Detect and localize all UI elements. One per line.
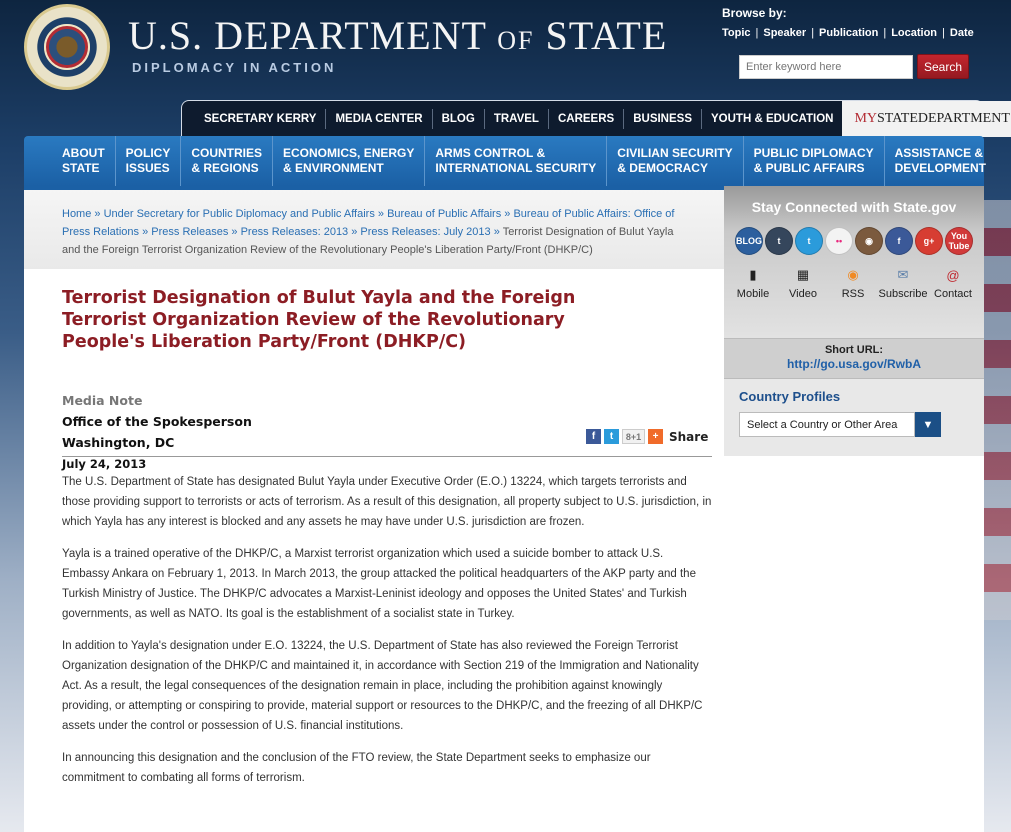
- rss-link[interactable]: ◉ RSS: [841, 267, 865, 300]
- mainnav-civilian-security[interactable]: CIVILIAN SECURITY & DEMOCRACY: [607, 136, 743, 186]
- browse-speaker-link[interactable]: Speaker: [763, 27, 807, 39]
- breadcrumb-link-press-relations[interactable]: Bureau of Public Affairs: Office of Press Relations: [62, 208, 675, 238]
- article-office: Office of the Spokesperson: [62, 414, 252, 429]
- mobile-link[interactable]: ▮ Mobile: [736, 267, 770, 300]
- mainnav-countries-regions[interactable]: COUNTRIES & REGIONS: [181, 136, 273, 186]
- browse-date-link[interactable]: Date: [949, 27, 974, 39]
- subscribe-link[interactable]: ✉ Subscribe: [878, 267, 928, 300]
- breadcrumb-link-press-releases-july-2013[interactable]: Press Releases: July 2013: [360, 226, 491, 238]
- article-location: Washington, DC: [62, 435, 175, 450]
- at-sign-icon: @: [946, 267, 960, 283]
- twitter-icon[interactable]: t: [795, 227, 823, 255]
- youtube-icon[interactable]: You Tube: [945, 227, 973, 255]
- mainnav-assistance-development[interactable]: ASSISTANCE & DEVELOPMENT: [894, 146, 986, 175]
- browse-publication-link[interactable]: Publication: [819, 27, 879, 39]
- nav-travel[interactable]: TRAVEL: [485, 109, 549, 129]
- nav-secretary-kerry[interactable]: SECRETARY KERRY: [182, 109, 326, 129]
- facebook-icon[interactable]: f: [885, 227, 913, 255]
- nav-business[interactable]: BUSINESS: [624, 109, 702, 129]
- nav-youth-education[interactable]: YOUTH & EDUCATION: [711, 112, 834, 125]
- mainnav-arms-control[interactable]: ARMS CONTROL & INTERNATIONAL SECURITY: [425, 136, 607, 186]
- contact-link[interactable]: @ Contact: [928, 265, 978, 300]
- nav-media-center[interactable]: MEDIA CENTER: [326, 109, 432, 129]
- breadcrumb-current: Terrorist Designation of Bulut Yayla and the Foreign Terrorist Organization Review of the Revolutionary People's Liberation Party/Front (DHKP/C): [62, 226, 674, 256]
- chevron-down-icon[interactable]: ▼: [915, 412, 941, 437]
- site-tagline: DIPLOMACY IN ACTION: [132, 60, 337, 75]
- short-url-link[interactable]: http://go.usa.gov/RwbA: [787, 357, 921, 371]
- browse-topic-link[interactable]: Topic: [722, 27, 751, 39]
- video-link[interactable]: ▦ Video: [789, 267, 817, 300]
- article-paragraph: Yayla is a trained operative of the DHKP/C, a Marxist terrorist organization which used a suicide bomber to attack U.S. Embassy Ankara on February 1, 2013. In March 2013, the group attacked the political headquarters of the AKP party and the Turkish Ministry of Justice. The DHKP/C advocates a Marxist-Leninist ideology and opposes the United States' and Turkish governments, as well as NATO. Its goal is the establishment of a socialist state in Turkey.: [62, 548, 696, 620]
- site-header: [0, 0, 1011, 100]
- article-date: July 24, 2013: [62, 457, 147, 471]
- country-profiles-title: Country Profiles: [739, 389, 841, 404]
- short-url-box: [724, 338, 984, 379]
- breadcrumb-link-press-releases[interactable]: Press Releases: [151, 226, 229, 238]
- article-paragraph: In announcing this designation and the conclusion of the FTO review, the State Department seeks to emphasize our commitment to combating all forms of terrorism.: [62, 752, 651, 784]
- social-icons: [724, 227, 984, 255]
- twitter-share-icon[interactable]: t: [604, 429, 619, 444]
- add-share-icon[interactable]: +: [648, 429, 663, 444]
- article-body: [62, 472, 712, 800]
- mainnav-about-state[interactable]: ABOUT STATE: [24, 136, 116, 186]
- short-url-label: Short URL:: [824, 344, 884, 356]
- blog-icon[interactable]: BLOG: [735, 227, 763, 255]
- breadcrumb-link-home[interactable]: Home: [62, 208, 92, 220]
- rss-icon: ◉: [847, 267, 859, 282]
- instagram-icon[interactable]: ◉: [855, 227, 883, 255]
- search-button[interactable]: Search: [917, 54, 969, 79]
- breadcrumb-link-press-releases-2013[interactable]: Press Releases: 2013: [240, 226, 349, 238]
- video-icon: ▦: [796, 267, 810, 282]
- browse-links: Topic | Speaker | Publication | Location | Date: [722, 27, 974, 39]
- my-state-department-link[interactable]: MY STATEDEPARTMENT: [842, 101, 1011, 137]
- tumblr-icon[interactable]: t: [765, 227, 793, 255]
- country-select[interactable]: [739, 412, 984, 437]
- nav-blog[interactable]: BLOG: [433, 109, 485, 129]
- envelope-icon: ✉: [897, 267, 909, 282]
- nav-careers[interactable]: CAREERS: [549, 109, 624, 129]
- browse-location-link[interactable]: Location: [891, 27, 938, 39]
- flickr-icon[interactable]: ••: [825, 227, 853, 255]
- utility-links: [724, 255, 984, 300]
- stay-connected-panel: [724, 186, 984, 338]
- breadcrumb-link-under-secretary[interactable]: Under Secretary for Public Diplomacy and Public Affairs: [103, 208, 375, 220]
- site-title[interactable]: U.S. DEPARTMENT OF STATE: [128, 13, 668, 58]
- mainnav-policy-issues[interactable]: POLICY ISSUES: [116, 136, 182, 186]
- google-plus-one-icon[interactable]: 8+1: [622, 429, 645, 444]
- page-title: Terrorist Designation of Bulut Yayla and the Foreign Terrorist Organization Review of the Revolutionary People's Liberation Party/Front (DHKP/C): [62, 288, 576, 352]
- googleplus-icon[interactable]: g+: [915, 227, 943, 255]
- mobile-icon: ▮: [749, 267, 757, 282]
- share-button[interactable]: Share: [669, 429, 709, 444]
- article-type: Media Note: [62, 393, 143, 408]
- browse-label: Browse by:: [722, 6, 787, 20]
- mainnav-economics-energy[interactable]: ECONOMICS, ENERGY & ENVIRONMENT: [273, 136, 425, 186]
- sidebar-blank: [724, 456, 984, 832]
- breadcrumb-link-bureau-public-affairs[interactable]: Bureau of Public Affairs: [387, 208, 502, 220]
- article-paragraph: In addition to Yayla's designation under E.O. 13224, the U.S. Department of State has also reviewed the Foreign Terrorist Organization designation of the DHKP/C and maintained it, in accordance with Section 219 of the Immigration and Nationality Act. As a result, the legal consequences of the designation remain in place, including the prohibition against knowingly providing, or attempting or conspiring to provide, material support or resources to the DHKP/C, and the freezing of all DHKP/C assets under the control or possession of U.S. financial institutions.: [62, 640, 703, 732]
- top-navigation: [181, 100, 1010, 136]
- sidebar: [724, 186, 984, 456]
- divider: [62, 456, 712, 457]
- mainnav-public-diplomacy[interactable]: PUBLIC DIPLOMACY & PUBLIC AFFAIRS: [744, 136, 885, 186]
- main-content: [24, 186, 724, 832]
- department-seal-logo[interactable]: [24, 4, 110, 90]
- main-navigation: [24, 136, 984, 186]
- stay-connected-title: Stay Connected with State.gov: [751, 199, 957, 215]
- country-select-value[interactable]: Select a Country or Other Area: [739, 412, 915, 437]
- breadcrumb: Home » Under Secretary for Public Diplomacy and Public Affairs » Bureau of Public Affairs » Bureau of Public Affairs: Office of Press Relations » Press Releases » Press Releases: 2013 » Press Releases: July 2013 » Terrorist Designation of Bulut Yayla and the Foreign Terrorist Organization Review of the Revolutionary People's Liberation Party/Front (DHKP/C): [24, 190, 724, 269]
- search-input[interactable]: [739, 55, 913, 79]
- facebook-share-icon[interactable]: f: [586, 429, 601, 444]
- share-bar: [586, 429, 708, 444]
- article-paragraph: The U.S. Department of State has designated Bulut Yayla under Executive Order (E.O.) 13224, which targets terrorists and those providing support to terrorists or acts of terrorism. As a result of this designation, all property subject to U.S. jurisdiction, in which Yayla has any interest is blocked and any assets he may have under U.S. jurisdiction are frozen.: [62, 476, 712, 528]
